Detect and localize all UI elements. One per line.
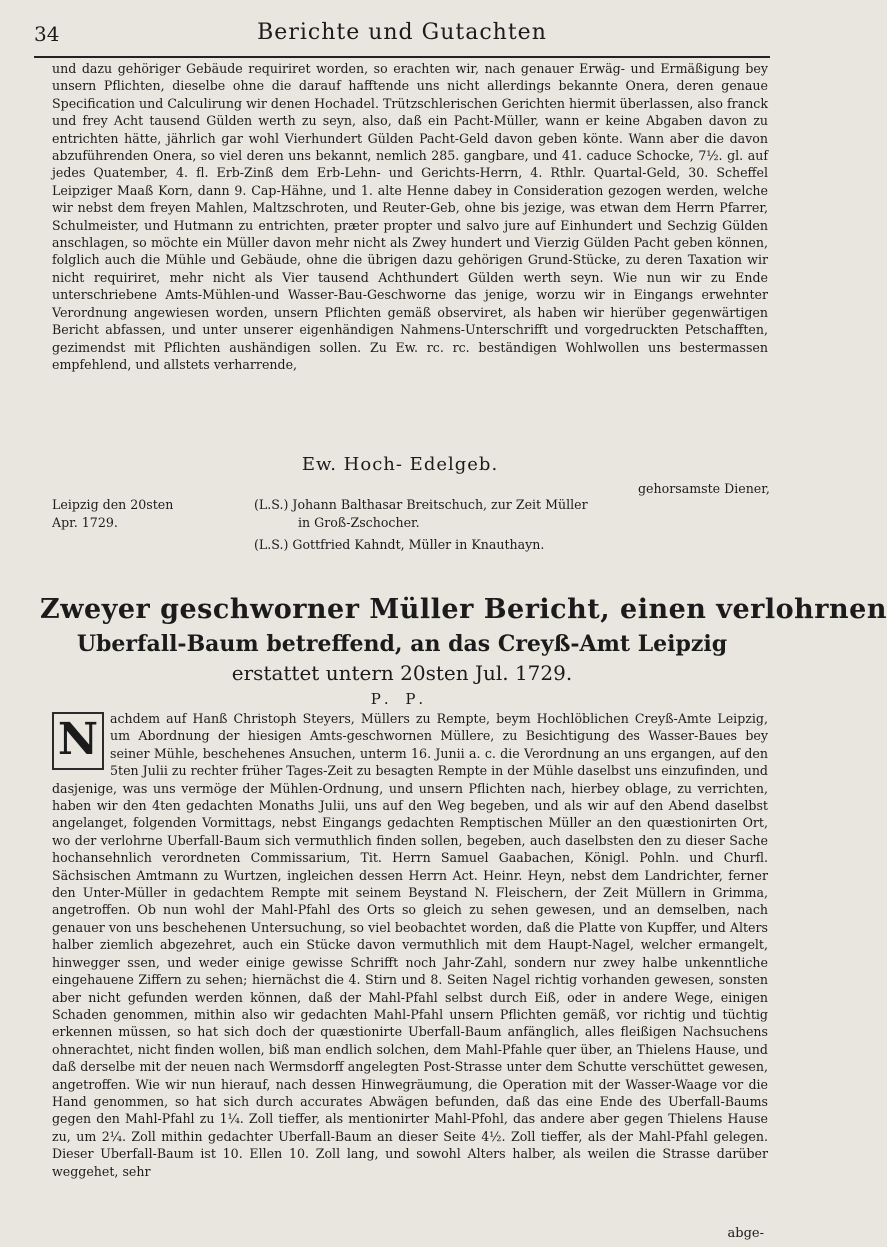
article-title: Zweyer geschworner Müller Bericht, einen verlohrnen — [40, 594, 887, 625]
article-date: erstattet untern 20sten Jul. 1729. — [231, 661, 573, 685]
signature-signer-1-place: in Groß-Zschocher. — [298, 515, 420, 530]
catchword: abge- — [727, 1226, 764, 1241]
article-body — [52, 710, 768, 1180]
continued-report-text: und dazu gehöriger Gebäude requiriret worden, so erachten wir, nach genauer Erwäg- und Ermäßigung bey unsern Pflichten, dieselbe ohne die darauf hafftende uns nicht allerdings bekannte Onera, deren genaue Specification und Calculirung wir denen Hochadel. Trützschlerischen Gerichten hiermit überlassen, also franck und frey Acht tausend Gülden werth zu seyn, also, daß ein Pacht-Müller, wann er keine Abgaben davon zu entrichten hätte, jährlich gar wohl Vierhundert Gülden Pacht-Geld davon geben könte. Wann aber die davon abzuführenden Onera, so viel deren uns bekannt, nemlich 285. gangbare, und 41. caduce Schocke, 7½. gl. auf jedes Quatember, 4. fl. Erb-Zinß dem Erb-Lehn- und Gerichts-Herrn, 4. Rthlr. Quartal-Geld, 30. Scheffel Leipziger Maaß Korn, dann 9. Cap-Hähne, und 1. alte Henne dabey in Consideration gezogen werden, welche wir nebst dem freyen Mahlen, Maltzschroten, und Reuter-Geb, ohne bis jezige, was etwan dem Herrn Pfarrer, Schulmeister, und Hutmann zu entrichten, præter propter und salvo jure auf Einhundert und Sechzig Gülden anschlagen, so möchte ein Müller davon mehr nicht als Zwey hundert und Vierzig Gülden Pacht geben können, folglich auch die Mühle und Gebäude, ohne die übrigen dazu gehörigen Grund-Stücke, zu deren Taxation wir nicht requiriret, mehr nicht als Vier tausend Achthundert Gülden werth seyn. Wie nun wir zu Ende unterschriebene Amts-Mühlen-und Wasser-Bau-Geschworne das jenige, worzu wir in Eingangs erwehnter Verordnung angewiesen worden, unsern Pflichten gemäß observiret, als haben wir hierüber gegenwärtigen Bericht abfassen, und unter unserer eigenhändigen Nahmens-Unterschrifft und vorgedruckten Petschafften, gezimendst mit Pflichten aushändigen sollen. Zu Ew. rc. rc. beständigen Wohlwollen uns bestermassen empfehlend, und allstets verharrende, — [52, 61, 768, 372]
signature-block — [0, 476, 800, 594]
article-body-text: achdem auf Hanß Christoph Steyers, Müllers zu Rempte, beym Hochlöblichen Creyß-Amte Leipzig, um Abordnung der hiesigen Amts-geschwornen Müllere, zu Besichtigung des Wasser-Baues bey seiner Mühle, beschehenes Ansuchen, unterm 16. Junii a. c. die Verordnung an uns ergangen, auf den 5ten Julii zu rechter früher Tages-Zeit zu besagten Rempte in der Mühle daselbst uns einzufinden, und dasjenige, was uns vermöge der Mühlen-Ordnung, und unsern Pflichten nach, hierbey oblage, zu verrichten, haben wir den 4ten gedachten Monaths Julii, uns auf den Weg begeben, und als wir auf den Abend daselbst angelanget, folgenden Vormittags, nebst Eingangs gedachten Remptischen Müller an den quæstionirten Ort, wo der verlohrne Uberfall-Baum sich vermuthlich finden sollen, begeben, auch daselbsten den zu dieser Sache hochansehnlich verordneten Commissarium, Tit. Herrn Samuel Gaabachen, Königl. Pohln. und Churfl. Sächsischen Amtmann zu Wurtzen, ingleichen dessen Herrn Act. Heinr. Heyn, nebst dem Landrichter, ferner den Unter-Müller in gedachtem Rempte mit seinem Beystand N. Fleischern, der Zeit Müllern in Grimma, angetroffen. Ob nun wohl der Mahl-Pfahl des Orts so gleich zu sehen gewesen, und an demselben, nach genauer von uns beschehenen Untersuchung, so viel beobachtet worden, daß die Platte von Kupffer, und Alters halber ziemlich abgezehret, auch ein Stücke davon vermuthlich mit dem Haupt-Nagel, welcher ermangelt, hinwegger ssen, und weder einige gewisse Schrifft noch Jahr-Zahl, sondern nur zwey halbe unkenntliche eingehauene Ziffern zu sehen; hiernächst die 4. Stirn und 8. Seiten Nagel richtig vorhanden gewesen, sonsten aber nicht gefunden werden können, daß der Mahl-Pfahl selbst durch Eiß, oder in andere Wege, einigen Schaden genommen, mithin also wir gedachten Mahl-Pfahl unsern Pflichten gemäß, vor richtig und tüchtig erkennen müssen, so hat sich doch der quæstionirte Uberfall-Baum anfänglich, alles fleißigen Nachsuchens ohnerachtet, nicht finden wollen, biß man endlich solchen, dem Mahl-Pfahle quer über, an Thielens Hause, und daß derselbe mit der neuen nach Wermsdorff angelegten Post-Strasse unter dem Schutte verschüttet gewesen, angetroffen. Wie wir nun hierauf, nach dessen Hinwegräumung, die Operation mit der Wasser-Waage vor die Hand genommen, so hat sich durch accurates Abwägen befunden, daß das eine Ende des Uberfall-Baums gegen den Mahl-Pfahl zu 1¼. Zoll tieffer, als mentionirter Mahl-Pfohl, das andere aber gegen Thielens Hause zu, um 2¼. Zoll mithin gedachter Uberfall-Baum an dieser Seite 4½. Zoll tieffer, als der Mahl-Pfahl gelegen. Dieser Uberfall-Baum ist 10. Ellen 10. Zoll lang, und sowohl Alters halber, als weilen die Strasse darüber weggehet, sehr — [52, 711, 768, 1179]
signature-signer-1-name: Johann Balthasar Breitschuch, zur Zeit Müller — [292, 497, 588, 512]
signature-month-year: Apr. 1729. — [52, 515, 118, 530]
article-subtitle: Uberfall-Baum betreffend, an das Creyß-Amt Leipzig — [76, 631, 728, 657]
decorated-initial: N — [52, 712, 104, 770]
signature-signer-2: (L.S.) Gottfried Kahndt, Müller in Knauthayn. — [254, 537, 545, 552]
signature-place-date: Leipzig den 20sten — [52, 497, 174, 512]
page-header — [34, 16, 770, 58]
signature-signer-1 — [254, 496, 588, 513]
signature-servants: gehorsamste Diener, — [638, 481, 770, 496]
closing-salutation: Ew. Hoch- Edelgeb. — [301, 454, 499, 475]
page-number: 34 — [34, 22, 60, 46]
signature-seal: (L.S.) — [254, 497, 289, 512]
running-title: Berichte und Gutachten — [257, 20, 547, 45]
article-salutation: P. P. — [370, 690, 430, 708]
